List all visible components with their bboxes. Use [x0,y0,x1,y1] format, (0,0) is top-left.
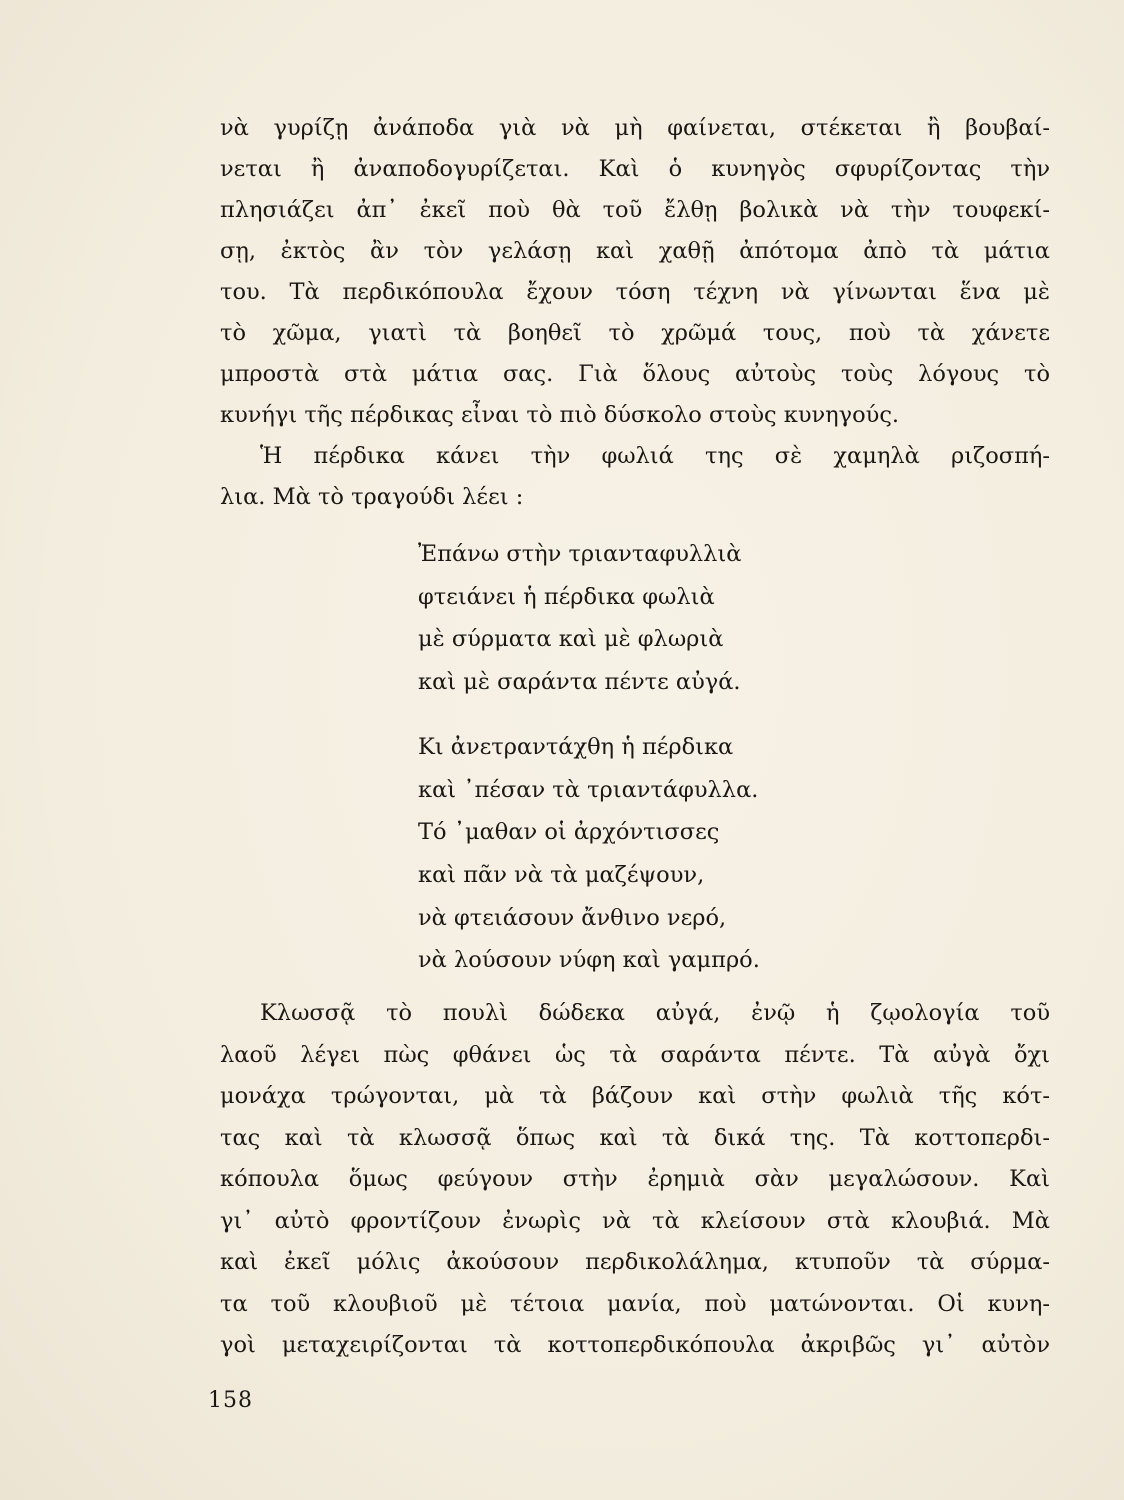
verse-line: μὲ σύρματα καὶ μὲ φλωριὰ [418,626,724,653]
text-line: νὰ γυρίζῃ ἀνάποδα γιὰ νὰ μὴ φαίνεται, στέκεται ἢ βουβαί- [220,115,1050,141]
verse-line: Κι ἀνετραντάχθη ἡ πέρδικα [418,734,734,760]
paragraph-3 [220,993,1050,1367]
text-line: τὸ χῶμα, γιατὶ τὰ βοηθεῖ τὸ χρῶμά τους, ποὺ τὰ χάνετε [220,320,1050,346]
verse-line: καὶ πᾶν νὰ τὰ μαζέψουν, [418,862,705,889]
text-line: γοὶ μεταχειρίζονται τὰ κοττοπερδικόπουλα ἀκριβῶς γι᾽ αὐτὸν [220,1332,1050,1358]
verse-line: καὶ ᾽πέσαν τὰ τριαντάφυλλα. [418,776,759,803]
text-line: τας καὶ τὰ κλωσσᾷ ὅπως καὶ τὰ δικά της. Τὰ κοττοπερδι- [220,1124,1050,1151]
verse-line: νὰ λούσουν νύφη καὶ γαμπρό. [418,947,760,974]
text-line: σῃ, ἐκτὸς ἂν τὸν γελάσῃ καὶ χαθῇ ἀπότομα ἀπὸ τὰ μάτια [220,238,1050,264]
text-line: λαοῦ λέγει πὼς φθάνει ὡς τὰ σαράντα πέντε. Τὰ αὐγὰ ὄχι [220,1041,1050,1068]
text-line: κόπουλα ὅμως φεύγουν στὴν ἐρημιὰ σὰν μεγαλώσουν. Καὶ [220,1166,1050,1192]
text-line: μονάχα τρώγονται, μὰ τὰ βάζουν καὶ στὴν φωλιὰ τῆς κότ- [220,1083,1050,1109]
text-line: μπροστὰ στὰ μάτια σας. Γιὰ ὅλους αὐτοὺς τοὺς λόγους τὸ [220,361,1050,387]
verse-line: καὶ μὲ σαράντα πέντε αὐγά. [418,669,741,696]
page-number: 158 [208,1388,253,1413]
verse-line: Τό ᾽μαθαν οἱ ἀρχόντισσες [418,819,720,846]
text-line: κυνήγι τῆς πέρδικας εἶναι τὸ πιὸ δύσκολο στοὺς κυνηγούς. [220,402,900,428]
text-line: τα τοῦ κλουβιοῦ μὲ τέτοια μανία, ποὺ ματώνονται. Οἱ κυνη- [220,1290,1050,1317]
text-line: Ἡ πέρδικα κάνει τὴν φωλιά της σὲ χαμηλὰ ριζοσπή- [260,443,1050,469]
text-line: λια. Μὰ τὸ τραγούδι λέει : [220,484,524,510]
text-line: του. Τὰ περδικόπουλα ἔχουν τόση τέχνη νὰ γίνωνται ἕνα μὲ [220,279,1050,305]
verse-line: Ἐπάνω στὴν τριανταφυλλιὰ [418,541,742,567]
verse-line: φτειάνει ἡ πέρδικα φωλιὰ [418,583,715,610]
text-line: νεται ἢ ἀναποδογυρίζεται. Καὶ ὁ κυνηγὸς σφυρίζοντας τὴν [220,156,1050,182]
verse-line: νὰ φτειάσουν ἄνθινο νερό, [418,904,727,931]
paragraph-1 [220,108,1050,518]
text-line: Κλωσσᾷ τὸ πουλὶ δώδεκα αὐγά, ἐνῷ ἡ ζῳολογία τοῦ [260,1000,1050,1026]
text-line: πλησιάζει ἀπ᾽ ἐκεῖ ποὺ θὰ τοῦ ἔλθῃ βολικὰ νὰ τὴν τουφεκί- [220,197,1050,223]
text-line: καὶ ἐκεῖ μόλις ἀκούσουν περδικολάλημα, κτυποῦν τὰ σύρμα- [220,1249,1050,1275]
verse-stanza-1 [418,533,878,704]
verse-stanza-2 [418,726,878,982]
text-line: γι᾽ αὐτὸ φροντίζουν ἐνωρὶς νὰ τὰ κλείσουν στὰ κλουβιά. Μὰ [220,1207,1050,1234]
